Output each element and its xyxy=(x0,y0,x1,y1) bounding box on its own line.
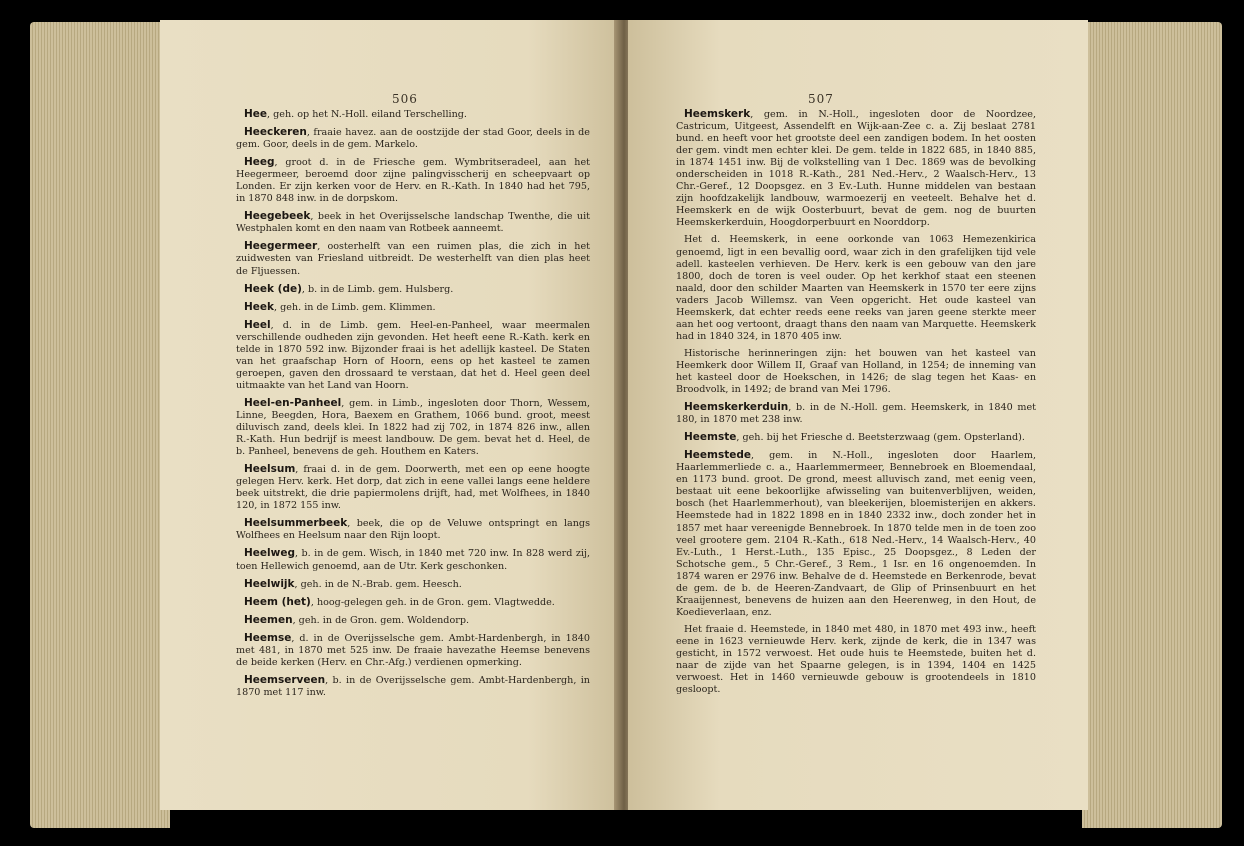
entry-text: , geh. in de N.-Brab. gem. Heesch. xyxy=(294,578,462,590)
left-page-edges xyxy=(30,22,170,828)
entry-text: , b. in de N.-Holl. gem. Heemskerk, in 1840 met 180, in 1870 met 238 inw. xyxy=(676,402,1036,426)
entry-text: , fraaie havez. aan de oostzijde der stad Goor, deels in de gem. Goor, deels in de gem. Markelo. xyxy=(236,127,590,151)
right-page xyxy=(628,20,1088,810)
entry-text: , groot d. in de Friesche gem. Wymbritseradeel, aan het Heegermeer, beroemd door zijne palingvisscherij en scheepvaart op Londen. Er zijn kerken voor de Herv. en R.-Kath. In 1840 had het 795, in 1870 848 inw. in de dorpskom. xyxy=(236,157,590,205)
dictionary-entry xyxy=(236,283,590,296)
entry-text: , beek, die op de Veluwe ontspringt en langs Wolfhees en Heelsum naar den Rijn loopt. xyxy=(236,518,590,542)
entry-text: , gem. in N.-Holl., ingesloten door Haarlem, Haarlemmerliede c. a., Haarlemmermeer, Bennebroek en Bloemendaal, en 1173 bund. groot. De grond, meest alluvisch zand, met eenig veen, bestaat uit eene bekoorlijke afwisseling van buitenverblijven, weiden, bosch (het Haarlemmerhout), van bleekerijen, bloemisterijen en akkers. Heemstede had in 1822 1898 en in 1840 2332 inw., doch zonder het in 1857 met haar vereenigde Bennebroek. In 1870 telde men in de toen zoo veel grootere gem. 2104 R.-Kath., 618 Ned.-Herv., 14 Waalsch-Herv., 40 Ev.-Luth., 1 Herst.-Luth., 135 Episc., 25 Doopsgez., 8 Leden der Schotsche gem., 5 Chr.-Geref., 3 Rem., 1 Isr. en 16 ongenoemden. In 1874 waren er 2976 inw. Behalve de d. Heemstede en Berkenrode, bevat de gem. de b. de Heeren-Zandvaart, de Glip of Prinsenbuurt en het Kraaijennest, benevens de huizen aan den Heerenweg, in den Hout, de Koedieverlaan, enz. xyxy=(676,450,1036,618)
entry-headword: Heel-en-Panheel xyxy=(244,396,342,409)
entry-text: , geh. in de Limb. gem. Klimmen. xyxy=(274,301,436,313)
entry-headword: Heeg xyxy=(244,156,275,169)
dictionary-entry xyxy=(236,126,590,151)
left-page-column xyxy=(236,108,590,704)
dictionary-entry xyxy=(236,674,590,699)
left-page-number: 506 xyxy=(392,92,418,106)
entry-headword: Heegebeek xyxy=(244,210,311,223)
dictionary-entry xyxy=(236,578,590,591)
entry-headword: Heelsum xyxy=(244,463,296,476)
entry-text: , geh. op het N.-Holl. eiland Terschelling. xyxy=(267,109,467,120)
entry-headword: Heegermeer xyxy=(244,240,318,253)
dictionary-entry xyxy=(676,449,1036,619)
entry-text: , geh. in de Gron. gem. Woldendorp. xyxy=(292,614,470,626)
left-page xyxy=(160,20,620,810)
right-page-column xyxy=(676,108,1036,701)
entry-headword: Heemen xyxy=(244,613,293,626)
dictionary-entry xyxy=(236,632,590,669)
dictionary-entry xyxy=(236,156,590,205)
entry-text: , fraai d. in de gem. Doorwerth, met een op eene hoogte gelegen Herv. kerk. Het dorp, dat zich in eene vallei langs eene heldere beek uitstrekt, die drie papiermolens drijft, had, met Wolfhees, in 1840 120, in 1872 155 inw. xyxy=(236,464,590,512)
entry-text: Historische herinneringen zijn: het bouwen van het kasteel van Heemkerk door Willem II, Graaf van Holland, in 1254; de inneming van het kasteel door de Hoekschen, in 1426; de slag tegen het Kaas- en Broodvolk, in 1492; de brand van Mei 1796. xyxy=(676,347,1036,396)
dictionary-entry xyxy=(236,517,590,542)
entry-text: , hoog-gelegen geh. in de Gron. gem. Vlagtwedde. xyxy=(310,596,555,608)
entry-text: , beek in het Overijsselsche landschap Twenthe, die uit Westphalen komt en den naam van Rotbeek aanneemt. xyxy=(236,211,590,235)
right-page-edges xyxy=(1082,22,1222,828)
entry-headword: Heemskerkerduin xyxy=(684,401,789,414)
entry-text: , geh. bij het Friesche d. Beetsterzwaag (gem. Opsterland). xyxy=(736,432,1025,444)
dictionary-entry xyxy=(236,614,590,627)
entry-headword: Heem (het) xyxy=(244,595,311,608)
dictionary-entry xyxy=(236,108,590,121)
dictionary-entry xyxy=(676,624,1036,696)
entry-text: , gem. in N.-Holl., ingesloten door de Noordzee, Castricum, Uitgeest, Assendelft en Wijk-aan-Zee c. a. Zij beslaat 2781 bund. en heeft voor het grootste deel een zandigen bodem. In het oosten der gem. vindt men echter klei. De gem. telde in 1822 685, in 1840 885, in 1874 1451 inw. Bij de volkstelling van 1 Dec. 1869 was de bevolking onderscheiden in 1018 R.-Kath., 281 Ned.-Herv., 2 Waalsch-Herv., 13 Chr.-Geref., 12 Doopsgez. en 3 Ev.-Luth. Hunne middelen van bestaan zijn hoofdzakelijk landbouw, warmoezerij en veeteelt. Behalve het d. Heemskerk en de wijk Oosterbuurt, bevat de gem. nog de buurten Heemskerkerduin, Hoogdorperbuurt en Noorddorp. xyxy=(676,109,1036,229)
dictionary-entry xyxy=(236,397,590,458)
dictionary-entry xyxy=(236,240,590,277)
entry-text: , b. in de gem. Wisch, in 1840 met 720 inw. In 828 werd zij, toen Hellewich genoemd, aan de Utr. Kerk geschonken. xyxy=(236,548,590,572)
entry-headword: Heeckeren xyxy=(244,126,307,139)
dictionary-entry xyxy=(236,547,590,572)
entry-headword: Heelweg xyxy=(244,547,295,560)
entry-text: , b. in de Overijsselsche gem. Ambt-Hardenbergh, in 1870 met 117 inw. xyxy=(236,674,590,698)
dictionary-entry xyxy=(236,596,590,609)
entry-text: , b. in de Limb. gem. Hulsberg. xyxy=(301,283,454,295)
entry-text: , oosterhelft van een ruimen plas, die zich in het zuidwesten van Friesland uitbreidt. De westerhelft van dien plas heet de Fljuessen. xyxy=(236,241,590,277)
entry-headword: Heek (de) xyxy=(244,282,302,295)
entry-headword: Heel xyxy=(244,318,271,331)
dictionary-entry xyxy=(676,431,1036,444)
dictionary-entry xyxy=(236,301,590,314)
entry-headword: Heek xyxy=(244,300,275,313)
entry-text: , d. in de Overijsselsche gem. Ambt-Hardenbergh, in 1840 met 481, in 1870 met 525 inw. De fraaie havezathe Heemse benevens de beide kerken (Herv. en Chr.-Afg.) verdienen opmerking. xyxy=(236,632,590,668)
dictionary-entry xyxy=(676,401,1036,426)
entry-text: , d. in de Limb. gem. Heel-en-Panheel, waar meermalen verschillende oudheden zijn gevonden. Het heeft eene R.-Kath. kerk en telde in 1870 592 inw. Bijzonder fraai is het adellijk kasteel. De Staten van het graafschap Horn of Hoorn, eens op het kasteel te zamen geroepen, gaven den drossaard te verstaan, dat het d. Heel geen deel uitmaakte van het Land van Hoorn. xyxy=(236,319,590,391)
entry-headword: Heemserveen xyxy=(244,673,326,686)
entry-headword: Heemstede xyxy=(684,449,751,462)
dictionary-entry xyxy=(676,108,1036,229)
entry-text: , gem. in Limb., ingesloten door Thorn, Wessem, Linne, Beegden, Hora, Baexem en Grathem, 1066 bund. groot, meest diluvisch zand, deels klei. In 1822 had zij 702, in 1874 826 inw., allen R.-Kath. Hun bedrijf is meest landbouw. De gem. bevat het d. Heel, de b. Panheel, benevens de geh. Houthem en Katers. xyxy=(236,397,590,458)
dictionary-entry xyxy=(236,319,590,392)
dictionary-entry xyxy=(676,348,1036,396)
entry-headword: Hee xyxy=(244,108,268,120)
entry-headword: Heemse xyxy=(244,631,292,644)
entry-headword: Heemskerk xyxy=(684,108,751,120)
right-page-number: 507 xyxy=(808,92,834,106)
dictionary-entry xyxy=(676,234,1036,342)
dictionary-entry xyxy=(236,210,590,235)
entry-headword: Heelwijk xyxy=(244,577,295,590)
entry-headword: Heelsummerbeek xyxy=(244,517,348,530)
dictionary-entry xyxy=(236,463,590,512)
entry-text: Het d. Heemskerk, in eene oorkonde van 1063 Hemezenkirica genoemd, ligt in een bevallig oord, waar zich in den grafelijken tijd vele adell. kasteelen verhieven. De Herv. kerk is een gebouw van den jare 1800, doch de toren is veel ouder. Op het kerkhof staat een steenen naald, door den schilder Maarten van Heemskerk in 1570 ter eere zijns vaders Jacob Willemsz. van Veen opgericht. Het oude kasteel van Heemskerk, dat echter reeds eene reeks van jaren geene sterkte meer aan het oog vertoont, draagt thans den naam van Marquette. Heemskerk had in 1840 324, in 1870 405 inw. xyxy=(676,234,1036,342)
entry-headword: Heemste xyxy=(684,431,737,444)
entry-text: Het fraaie d. Heemstede, in 1840 met 480, in 1870 met 493 inw., heeft eene in 1623 vernieuwde Herv. kerk, zijnde de kerk, die in 1347 was gesticht, in 1572 verwoest. Het oude huis te Heemstede, buiten het d. naar de zijde van het Spaarne gelegen, is in 1394, 1404 en 1425 verwoest. Het in 1460 vernieuwde gebouw is grootendeels in 1810 gesloopt. xyxy=(676,623,1036,696)
